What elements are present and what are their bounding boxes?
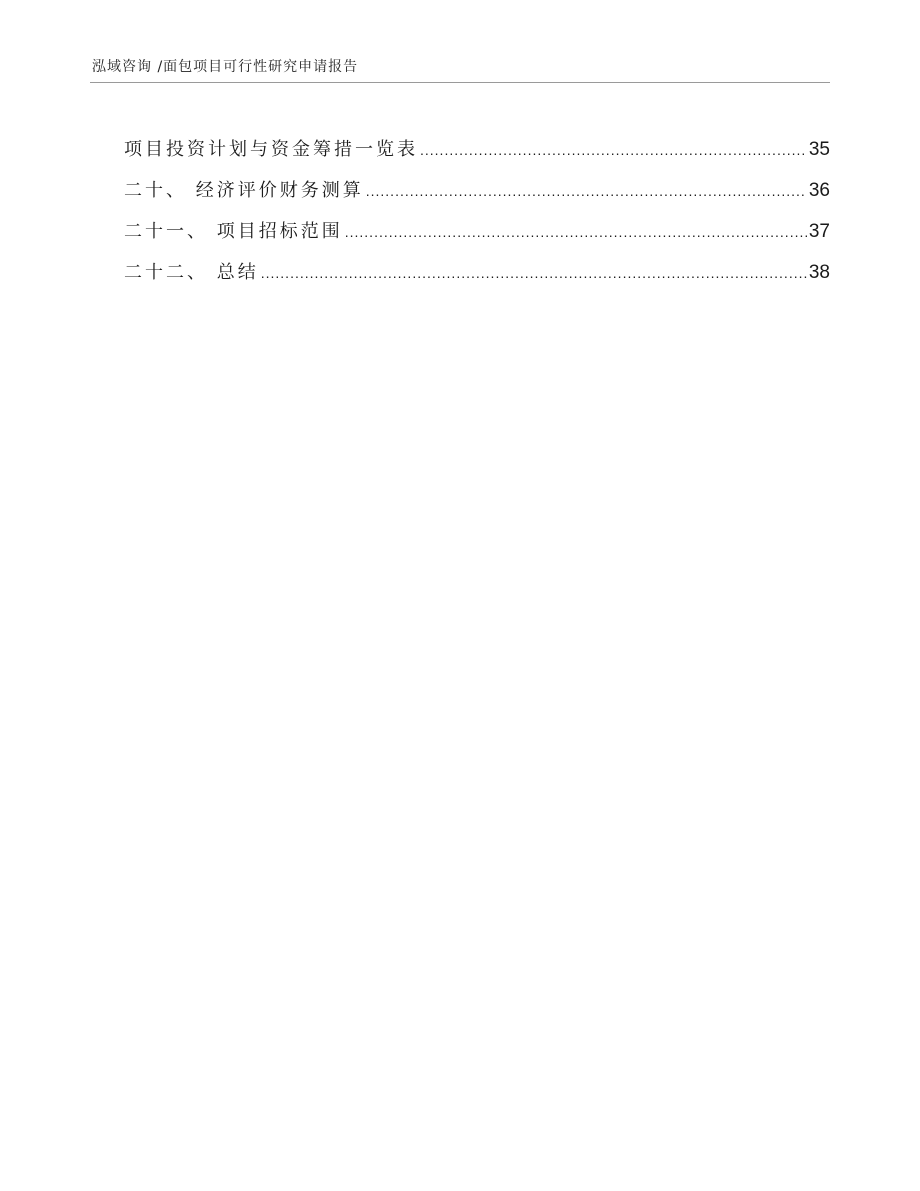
toc-entry-title: 二十、 经济评价财务测算 — [124, 180, 364, 201]
toc-entry-page: 38 — [808, 262, 830, 283]
toc-dot-leader — [261, 266, 807, 280]
toc-entry-page: 35 — [808, 139, 830, 160]
toc-entry-page: 37 — [808, 221, 830, 242]
table-of-contents — [124, 120, 830, 284]
toc-entry[interactable] — [124, 120, 830, 161]
toc-entry[interactable] — [124, 202, 830, 243]
toc-entry-title: 项目投资计划与资金筹措一览表 — [124, 139, 418, 160]
toc-entry[interactable] — [124, 243, 830, 284]
toc-dot-leader — [366, 184, 807, 198]
toc-dot-leader — [420, 143, 807, 157]
running-header: 泓域咨询 /面包项目可行性研究申请报告 — [92, 59, 359, 75]
toc-dot-leader — [345, 225, 807, 239]
toc-entry-title: 二十一、 项目招标范围 — [124, 221, 343, 242]
toc-entry[interactable] — [124, 161, 830, 202]
header-divider — [90, 82, 830, 83]
toc-entry-page: 36 — [808, 180, 830, 201]
toc-entry-title: 二十二、 总结 — [124, 262, 259, 283]
